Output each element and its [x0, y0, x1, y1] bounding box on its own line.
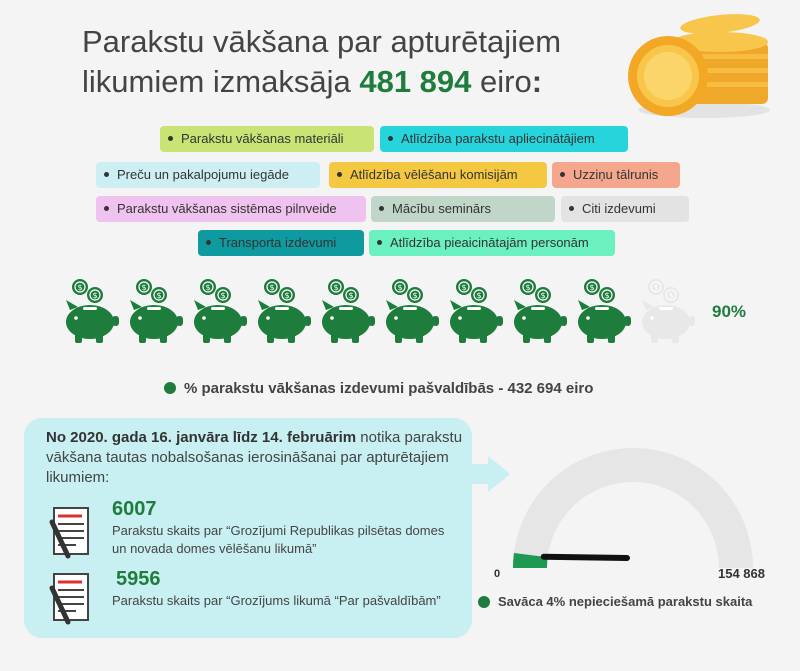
piggy-bank-icon	[124, 278, 186, 344]
category-tag	[371, 196, 555, 222]
svg-text:$: $	[348, 291, 354, 300]
gauge-min-label: 0	[494, 568, 501, 580]
category-tag	[369, 230, 615, 256]
svg-text:$: $	[92, 291, 98, 300]
category-label: Citi izdevumi	[582, 201, 656, 216]
svg-text:$: $	[205, 283, 211, 292]
headline-text: likumiem izmaksāja	[82, 64, 360, 99]
signature-count-2: 5956	[116, 568, 161, 590]
bullet-icon	[379, 206, 384, 211]
piggy-bank-icon	[60, 278, 122, 344]
category-label: Preču un pakalpojumu iegāde	[117, 167, 290, 182]
bullet-icon	[104, 172, 109, 177]
svg-text:$: $	[333, 283, 339, 292]
bullet-icon	[337, 172, 342, 177]
piggy-bank-icon	[380, 278, 442, 344]
municipal-expense-legend	[164, 380, 593, 397]
signature-description-2: Parakstu skaits par “Grozījums likumā “Par pašvaldībām”	[112, 593, 441, 608]
panel-intro-dates: No 2020. gada 16. janvāra līdz 14. februārim	[46, 429, 357, 446]
headline-line-2	[82, 62, 602, 102]
gauge-legend-text: Savāca 4% nepieciešamā parakstu skaita	[498, 594, 753, 609]
svg-text:$: $	[397, 283, 403, 292]
gauge-needle	[544, 557, 627, 558]
svg-text:$: $	[461, 283, 467, 292]
category-tag	[96, 196, 366, 222]
gauge-track	[513, 448, 753, 568]
bullet-icon	[377, 240, 382, 245]
signature-count-1: 6007	[112, 498, 157, 520]
bullet-icon	[569, 206, 574, 211]
category-tag	[380, 126, 628, 152]
svg-text:$: $	[156, 291, 162, 300]
legend-dot-icon	[478, 596, 490, 608]
svg-text:$: $	[653, 283, 659, 292]
gauge-max-label: 154 868	[718, 566, 765, 581]
category-label: Parakstu vākšanas materiāli	[181, 131, 344, 146]
headline-line-1: Parakstu vākšana par apturētajiem	[82, 24, 562, 59]
gauge-legend	[478, 594, 752, 609]
piggy-bank-icon	[572, 278, 634, 344]
svg-text:$: $	[540, 291, 546, 300]
headline-unit: eiro	[471, 64, 532, 99]
piggy-bank-icon	[636, 278, 698, 344]
piggy-bank-icon	[508, 278, 570, 344]
document-pen-icon	[46, 504, 96, 560]
svg-text:$: $	[525, 283, 531, 292]
bullet-icon	[560, 172, 565, 177]
category-label: Parakstu vākšanas sistēmas pilnveide	[117, 201, 337, 216]
svg-text:$: $	[412, 291, 418, 300]
svg-text:$: $	[220, 291, 226, 300]
bullet-icon	[168, 136, 173, 141]
svg-text:$: $	[269, 283, 275, 292]
headline-amount: 481 894	[359, 64, 472, 99]
svg-text:$: $	[141, 283, 147, 292]
category-label: Atlīdzība parakstu apliecinātājiem	[401, 131, 595, 146]
piggy-percent-label: 90%	[712, 302, 747, 321]
piggy-bank-icon	[444, 278, 506, 344]
category-label: Mācību seminārs	[392, 201, 491, 216]
document-pen-icon	[46, 570, 96, 626]
category-label: Atlīdzība pieaicinātajām personām	[390, 235, 589, 250]
panel-intro	[46, 428, 466, 488]
bullet-icon	[388, 136, 393, 141]
headline	[82, 22, 602, 102]
category-label: Atlīdzība vēlēšanu komisijām	[350, 167, 518, 182]
category-tag	[198, 230, 364, 256]
legend-dot-icon	[164, 382, 176, 394]
coin-stack-icon	[622, 10, 772, 120]
municipal-expense-text: % parakstu vākšanas izdevumi pašvaldībās - 432 694 eiro	[184, 380, 594, 397]
category-tag	[96, 162, 320, 188]
piggy-bank-row	[60, 278, 700, 344]
svg-text:$: $	[284, 291, 290, 300]
piggy-bank-icon	[316, 278, 378, 344]
bullet-icon	[206, 240, 211, 245]
panel-intro-text: notika parakstu vākšana tautas nobalsošanas ierosināšanai par apturētajiem likumiem:	[46, 429, 463, 486]
category-tag	[561, 196, 689, 222]
piggy-bank-icon	[252, 278, 314, 344]
category-tag	[329, 162, 547, 188]
piggy-bank-icon	[188, 278, 250, 344]
category-tag	[552, 162, 680, 188]
signature-description-1: Parakstu skaits par “Grozījumi Republikas pilsētas domes un novada domes vēlēšanu likumā”	[112, 523, 445, 556]
svg-text:$: $	[604, 291, 610, 300]
headline-colon: :	[531, 64, 543, 99]
category-label: Uzziņu tālrunis	[573, 167, 659, 182]
svg-text:$: $	[476, 291, 482, 300]
svg-text:$: $	[77, 283, 83, 292]
svg-text:$: $	[668, 291, 674, 300]
svg-text:$: $	[589, 283, 595, 292]
category-tag	[160, 126, 374, 152]
category-label: Transporta izdevumi	[219, 235, 337, 250]
bullet-icon	[104, 206, 109, 211]
